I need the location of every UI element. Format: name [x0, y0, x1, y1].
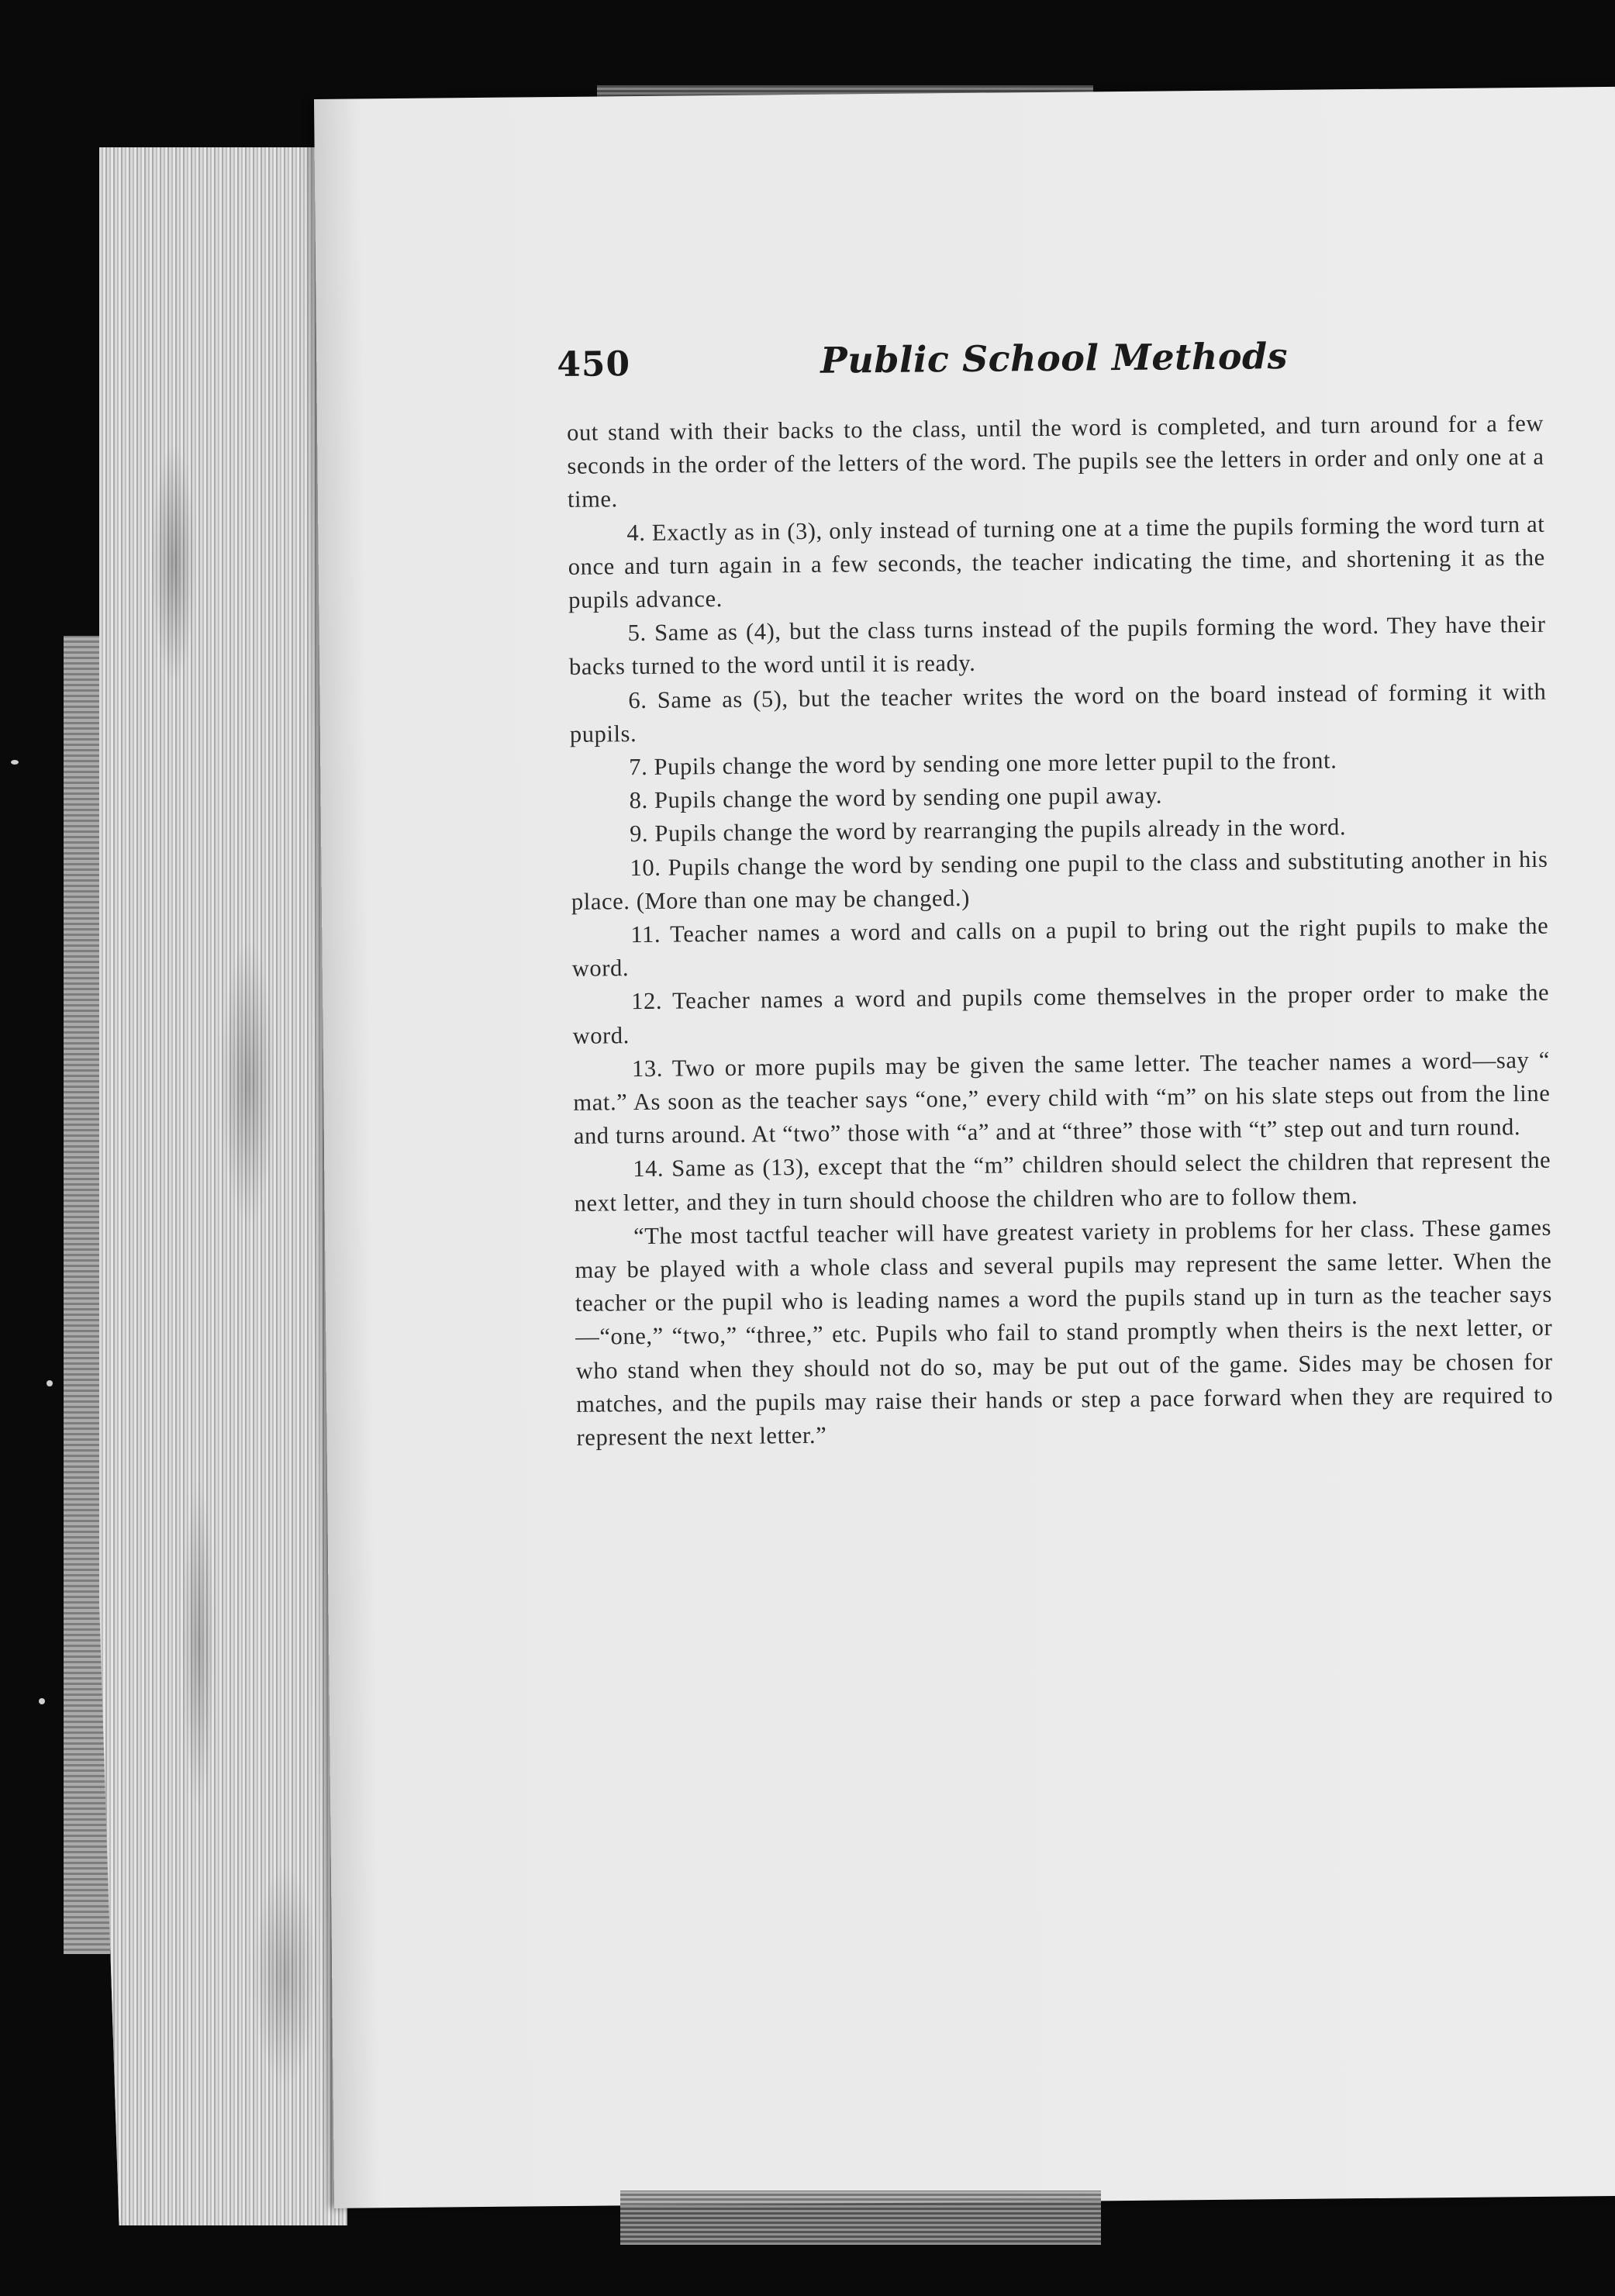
paragraph: 9. Pupils change the word by rearranging the pupils already in the word.	[629, 813, 1347, 848]
paragraph: 7. Pupils change the word by sending one more letter pupil to the front.	[629, 747, 1337, 781]
page-edges	[99, 147, 347, 2225]
book-page	[314, 87, 1615, 2208]
dust-speck	[11, 760, 19, 765]
dust-speck	[47, 1380, 53, 1386]
paragraph: 8. Pupils change the word by sending one pupil away.	[629, 782, 1163, 814]
paragraph: 10. Pupils change the word by sending one pupil to the class and substituting another in his place. (More than one may be changed.)	[571, 845, 1548, 915]
cloth-strip-bottom	[620, 2191, 1101, 2245]
paragraph: 6. Same as (5), but the teacher writes the word on the board instead of forming it with pupils.	[569, 678, 1547, 747]
page-body	[567, 407, 1554, 1455]
page-header	[557, 334, 1364, 399]
paragraph: 11. Teacher names a word and calls on a pupil to bring out the right pupils to make the word.	[571, 912, 1549, 982]
paragraph: 14. Same as (13), except that the “m” children should select the children that represent the next letter, and they in turn should choose the children who are to follow them.	[574, 1147, 1551, 1217]
running-head: Public School Methods	[820, 334, 1289, 382]
page-number: 450	[557, 344, 631, 385]
paragraph: out stand with their backs to the class, until the word is completed, and turn around for a few seconds in the order of the letters of the word. The pupils see the letters in order and only one at a time.	[566, 409, 1544, 513]
paragraph: 5. Same as (4), but the class turns instead of the pupils forming the word. They have their backs turned to the word until it is ready.	[568, 611, 1546, 681]
paragraph: 12. Teacher names a word and pupils come themselves in the proper order to make the word.	[572, 979, 1550, 1049]
paragraph: 13. Two or more pupils may be given the same letter. The teacher names a word—say “ mat.” As soon as the teacher says “one,” every child with “m” on his slate steps out from the line and turns around. At “two” those with “a” and at “three” those with “t” step out and turn round.	[573, 1046, 1551, 1150]
paragraph: 4. Exactly as in (3), only instead of turning one at a time the pupils forming the word turn at once and turn again in a few seconds, the teacher indicating the time, and shortening it as the pupils advance.	[568, 510, 1545, 613]
dust-speck	[39, 1698, 45, 1704]
paragraph: “The most tactful teacher will have greatest variety in problems for her class. These games may be played with a whole class and several pupils may represent the same letter. When the teacher or the pupil who is leading names a word the pupils stand up in turn as the teacher says—“one,” “two,” “three,” etc. Pupils who fail to stand promptly when theirs is the next letter, or who stand when they should not do so, may be put out of the game. Sides may be chosen for matches, and the pupils may raise their hands or step a pace forward when they are required to represent the next letter.”	[575, 1214, 1554, 1451]
